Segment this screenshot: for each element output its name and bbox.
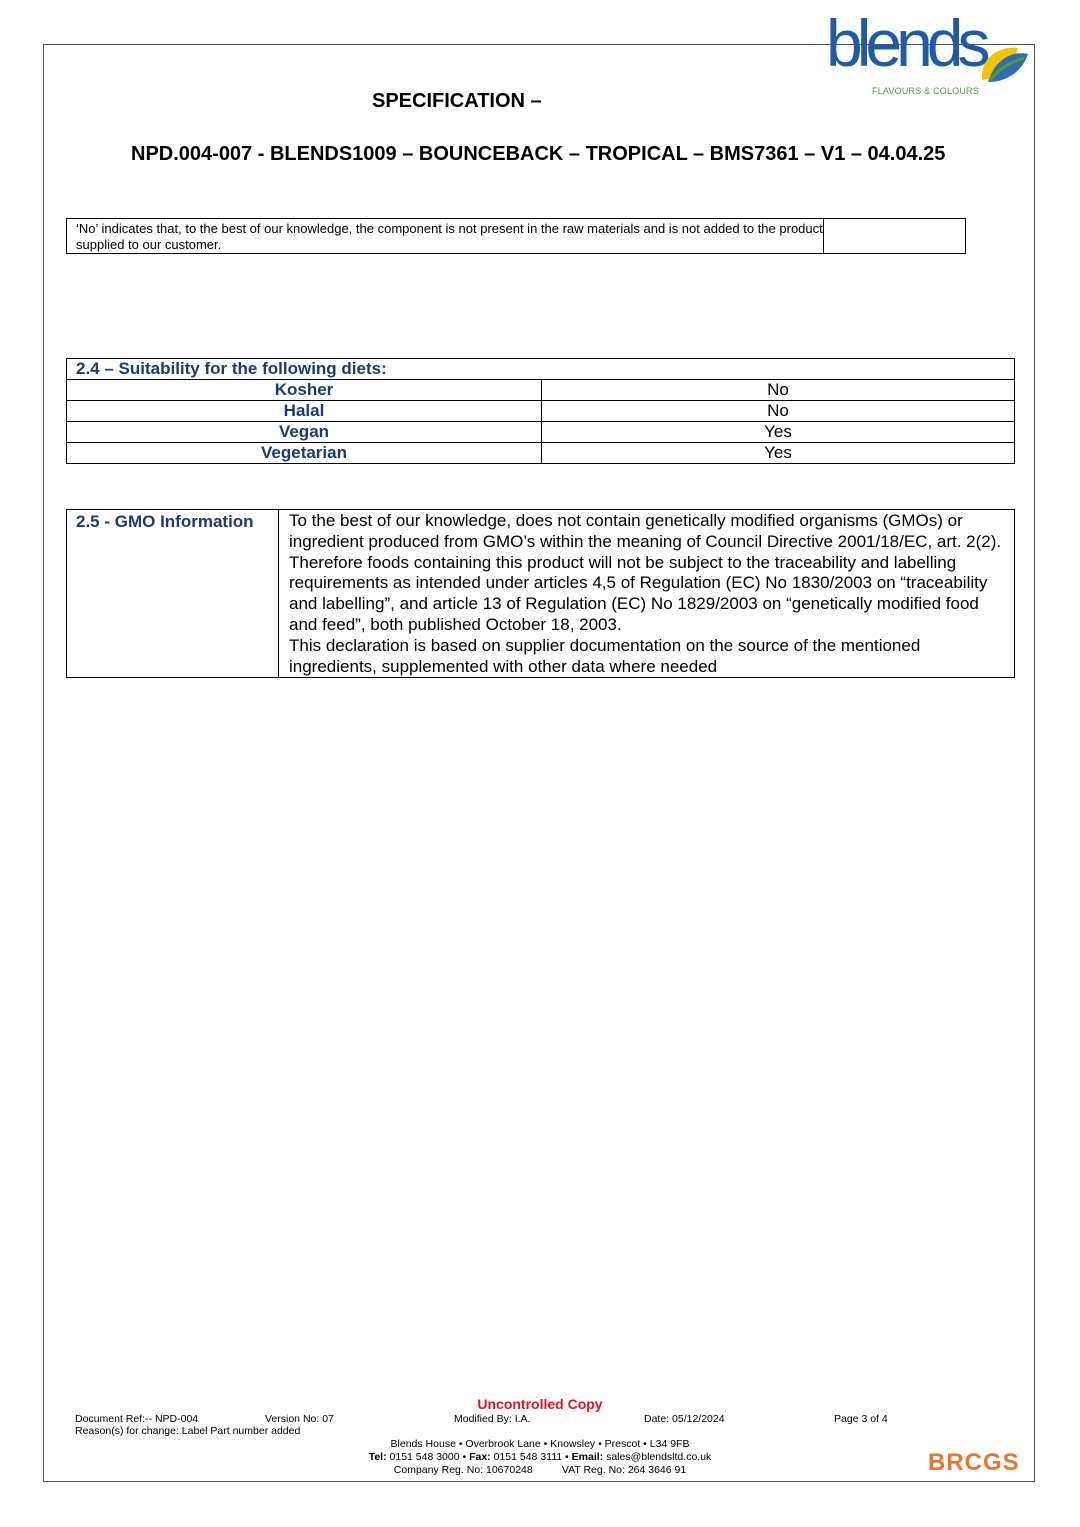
diet-value: Yes	[542, 422, 1015, 443]
diet-value: No	[542, 401, 1015, 422]
table-row	[67, 443, 1015, 464]
email-label: Email:	[571, 1451, 604, 1463]
company-address: Blends House • Overbrook Lane • Knowsley • Prescot • L34 9FB	[390, 1438, 690, 1450]
registration-line: Company Reg. No: 10670248 VAT Reg. No: 264 3646 91	[393, 1464, 687, 1476]
contact-line	[0, 1451, 1080, 1464]
brcgs-logo: BRCGS	[928, 1449, 1020, 1476]
gmo-heading: 2.5 - GMO Information	[67, 510, 279, 678]
gmo-body	[279, 510, 1015, 678]
gmo-information-table	[66, 509, 1015, 678]
diet-suitability-table	[66, 358, 1015, 464]
table-row	[67, 422, 1015, 443]
diet-name: Halal	[67, 401, 542, 422]
diet-heading-row	[67, 359, 1015, 380]
email-address: sales@blendsltd.co.uk	[603, 1451, 712, 1463]
fax-label: Fax:	[469, 1451, 491, 1463]
table-row	[67, 401, 1015, 422]
specification-title: SPECIFICATION –	[372, 90, 542, 112]
diet-value: Yes	[542, 443, 1015, 464]
document-ref: Document Ref:-- NPD-004	[75, 1413, 199, 1425]
gmo-paragraph: Therefore foods containing this product will not be subject to the traceability and labelling requirements as intended under articles 4,5 of Regulation (EC) No 1830/2003 on “traceability and labelling”, and article 13 of Regulation (EC) No 1829/2003 on “genetically modified food and feed”, both published October 18, 2003.	[289, 552, 988, 634]
tel-number: 0151 548 3000 •	[386, 1451, 470, 1463]
document-date: Date: 05/12/2024	[644, 1413, 725, 1425]
leaf-icon	[978, 40, 1030, 86]
note-text: ‘No’ indicates that, to the best of our knowledge, the component is not present in the raw materials and is not added to the product supplied to our customer.	[67, 219, 824, 253]
blends-logo	[826, 6, 1032, 100]
table-row	[67, 510, 1015, 678]
change-reason: Reason(s) for change: Label Part number added	[75, 1425, 301, 1437]
diet-name: Kosher	[67, 380, 542, 401]
logo-tagline: FLAVOURS & COLOURS	[872, 86, 979, 96]
logo-wordmark: blends	[826, 6, 985, 80]
gmo-paragraph: This declaration is based on supplier documentation on the source of the mentioned ingredients, supplemented with other data where needed	[289, 635, 921, 676]
modified-by: Modified By: I.A.	[454, 1413, 531, 1425]
diet-name: Vegetarian	[67, 443, 542, 464]
note-box	[66, 218, 966, 254]
page-frame	[43, 44, 1035, 1482]
note-empty-cell	[824, 219, 965, 253]
document-title: NPD.004-007 - BLENDS1009 – BOUNCEBACK – TROPICAL – BMS7361 – V1 – 04.04.25	[131, 143, 946, 165]
version-number: Version No: 07	[265, 1413, 334, 1425]
fax-number: 0151 548 3111 •	[490, 1451, 572, 1463]
uncontrolled-copy-label: Uncontrolled Copy	[477, 1396, 603, 1412]
page-number: Page 3 of 4	[834, 1413, 888, 1425]
tel-label: Tel:	[368, 1451, 387, 1463]
diet-name: Vegan	[67, 422, 542, 443]
diet-heading: 2.4 – Suitability for the following diets:	[67, 359, 1015, 380]
gmo-paragraph: To the best of our knowledge, does not contain genetically modified organisms (GMOs) or ingredient produced from GMO’s within the meaning of Council Directive 2001/18/EC, art. 2(2).	[289, 511, 1002, 551]
diet-value: No	[542, 380, 1015, 401]
table-row	[67, 380, 1015, 401]
